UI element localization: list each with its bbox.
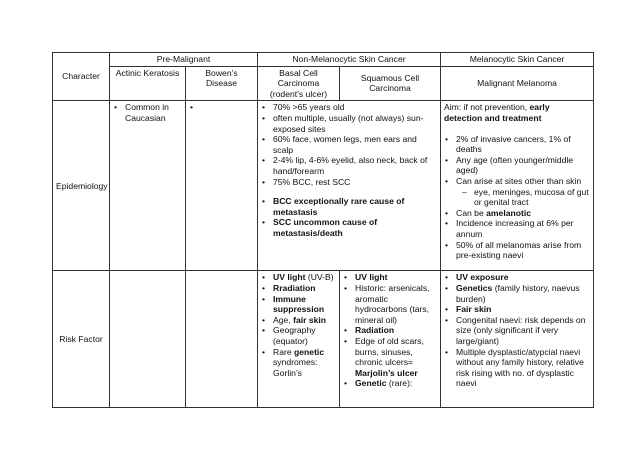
- aim-text: Aim: if not prevention, early detection and treatment: [444, 102, 550, 123]
- header-bowens-disease: Bowen’s Disease: [186, 66, 258, 101]
- header-nonmelanocytic: Non-Melanocytic Skin Cancer: [258, 53, 441, 67]
- list-item: • Immune suppression: [262, 293, 325, 315]
- epidemiology-actinic-cell: [110, 101, 186, 271]
- list-item: • Multiple dysplastic/atypcial naevi without any family history, relative risk rising with no. of dysplastic naevi: [445, 346, 584, 389]
- header-actinic-keratosis: Actinic Keratosis: [110, 66, 186, 101]
- header-scc: Squamous Cell Carcinoma: [340, 66, 441, 101]
- list-item: • 60% face, women legs, men ears and scalp: [262, 134, 417, 155]
- list-item: • 70% >65 years old: [262, 102, 345, 113]
- list-item: • Age, fair skin: [262, 314, 327, 325]
- list-item: • Congenital naevi: risk depends on size (only significant if very large/giant): [445, 314, 586, 346]
- header-malignant-melanoma: Malignant Melanoma: [441, 66, 594, 101]
- list-item: • 75% BCC, rest SCC: [262, 176, 351, 187]
- list-item: • 2-4% lip, 4-6% eyelid, also neck, back of hand/forearm: [262, 155, 428, 176]
- header-character: Character: [53, 53, 110, 101]
- risk-melanoma-cell: [441, 271, 594, 408]
- list-item: • Geography (equator): [262, 325, 316, 346]
- header-melanocytic: Melanocytic Skin Cancer: [441, 53, 594, 67]
- risk-scc-cell: [340, 271, 441, 408]
- list-item: • Historic: arsenicals, aromatic hydrocarbons (tars, mineral oil): [344, 282, 430, 325]
- risk-bcc-cell: [258, 271, 340, 408]
- skin-cancer-table: [52, 52, 594, 408]
- list-item: • UV light (UV-B): [262, 272, 334, 283]
- list-item: • BCC exceptionally rare cause of metastasis: [262, 196, 405, 217]
- list-item: • Can arise at sites other than skin – eye, meninges, mucosa of gut or genital tract: [445, 175, 589, 208]
- list-item: • Can be amelanotic: [445, 207, 532, 218]
- risk-bowens-cell: [186, 271, 258, 408]
- row-label-risk-factor: Risk Factor: [53, 271, 110, 408]
- list-item: • Edge of old scars, burns, sinuses, chronic ulcers= Marjolin’s ulcer: [344, 335, 424, 378]
- row-label-epidemiology: Epidemiology: [53, 101, 110, 271]
- list-item: • Rradiation: [262, 282, 316, 293]
- list-item: • UV exposure: [445, 272, 509, 283]
- list-item: • 2% of invasive cancers, 1% of deaths: [445, 133, 571, 155]
- epidemiology-nonmelanocytic-cell: [258, 101, 441, 271]
- list-item: • Genetic (rare):: [344, 378, 413, 389]
- list-item: • Rare genetic syndromes: Gorlin’s: [262, 346, 325, 378]
- epidemiology-melanoma-cell: [441, 101, 594, 271]
- list-item: • UV light: [344, 272, 388, 283]
- list-item: • Common in Caucasian: [114, 102, 169, 123]
- list-item: • SCC uncommon cause of metastasis/death: [262, 217, 378, 238]
- header-premalignant: Pre-Malignant: [110, 53, 258, 67]
- list-item: • often multiple, usually (not always) sun-exposed sites: [262, 112, 424, 134]
- epidemiology-row: [53, 101, 594, 271]
- header-row-2: [53, 66, 594, 101]
- sub-list-item: – eye, meninges, mucosa of gut or genital tract: [462, 186, 589, 208]
- epidemiology-bowens-cell: •: [186, 101, 258, 271]
- list-item: • 50% of all melanomas arise from pre-existing naevi: [445, 239, 582, 261]
- risk-factor-row: [53, 271, 594, 408]
- header-bcc: Basal Cell Carcinoma (rodent’s ulcer): [258, 66, 340, 101]
- header-row-1: [53, 53, 594, 67]
- list-item: • Any age (often younger/middle aged): [445, 154, 574, 176]
- list-item: • Fair skin: [445, 304, 492, 315]
- list-item: • Radiation: [344, 325, 395, 336]
- list-item: • Genetics (family history, naevus burden): [445, 282, 580, 304]
- risk-actinic-cell: [110, 271, 186, 408]
- list-item: • Incidence increasing at 6% per annum: [445, 218, 574, 239]
